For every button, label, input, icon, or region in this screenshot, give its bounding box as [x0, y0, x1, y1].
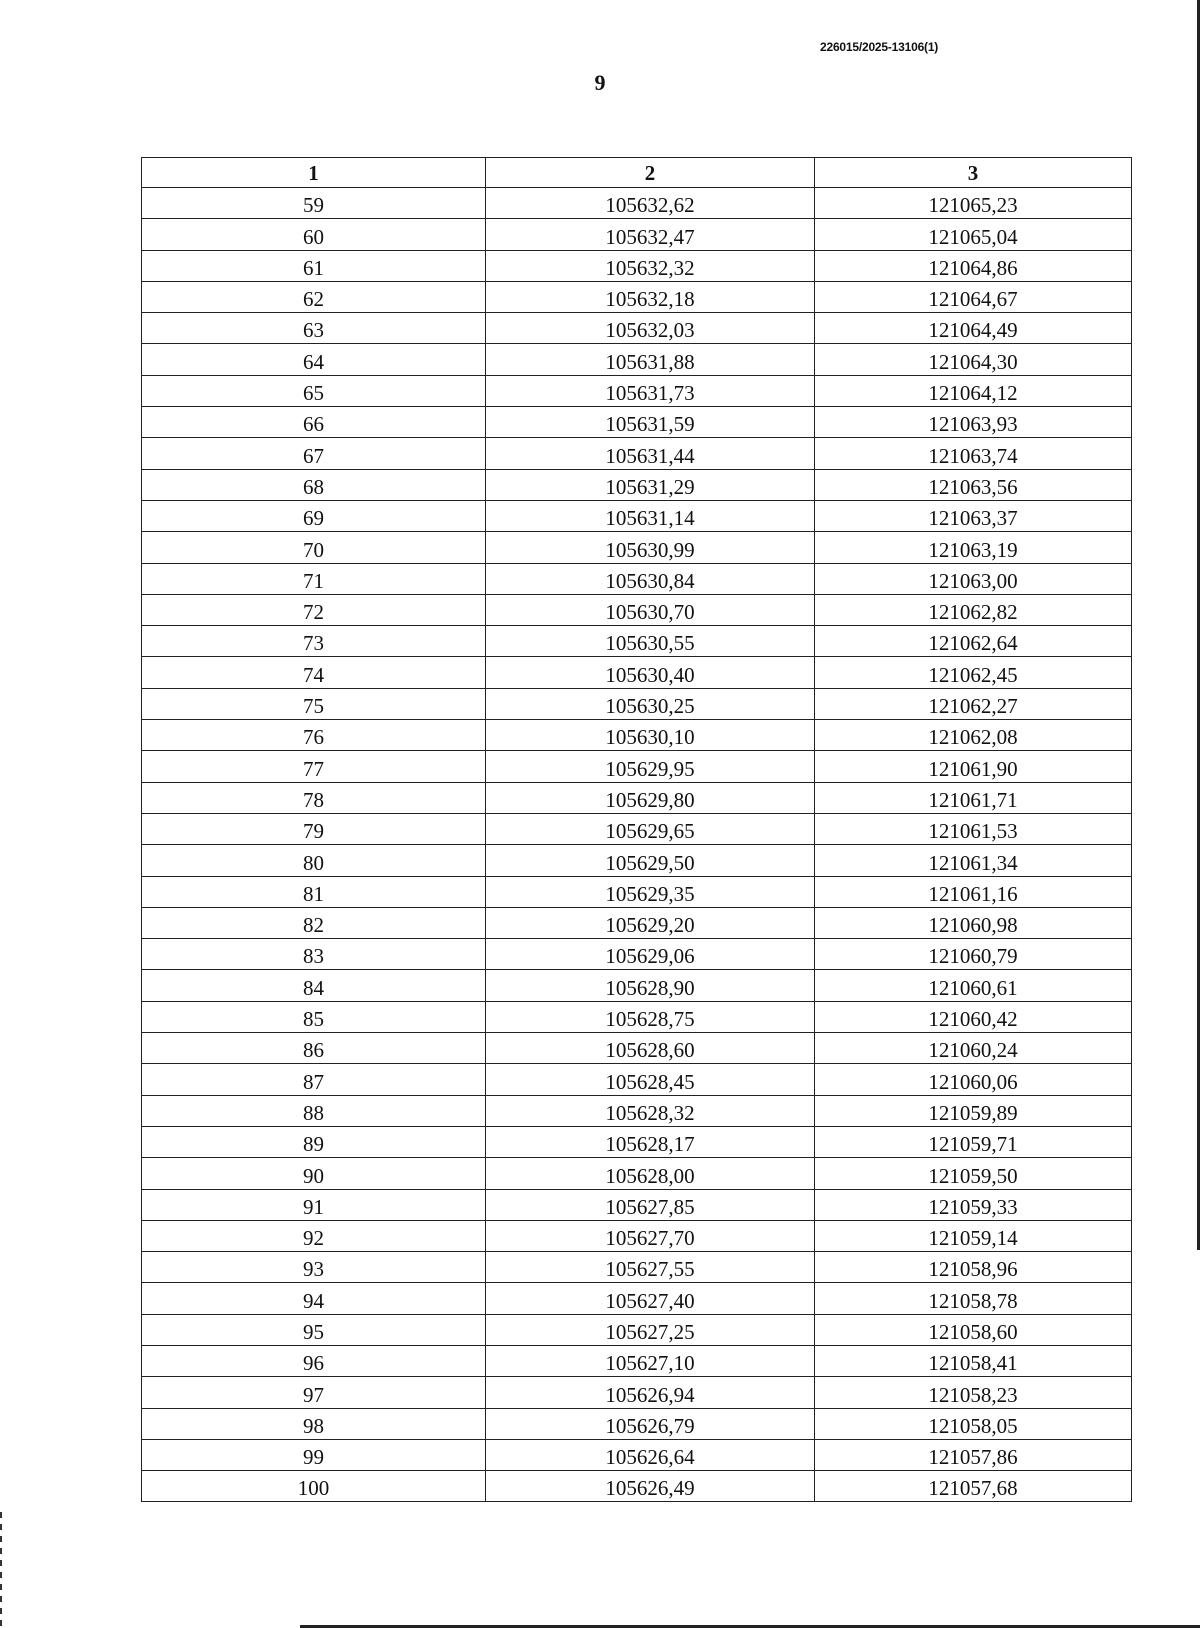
- coordinate-x-cell: 105630,70: [486, 594, 815, 625]
- point-number-cell: 100: [142, 1471, 486, 1502]
- point-number-cell: 95: [142, 1314, 486, 1345]
- table-row: [142, 751, 1132, 782]
- coordinate-y-cell: 121062,45: [815, 657, 1132, 688]
- coordinates-table: [141, 157, 1132, 1502]
- point-number-cell: 94: [142, 1283, 486, 1314]
- coordinate-y-cell: 121060,61: [815, 970, 1132, 1001]
- point-number-cell: 81: [142, 876, 486, 907]
- table-row: [142, 281, 1132, 312]
- coordinate-y-cell: 121061,71: [815, 782, 1132, 813]
- table-row: [142, 188, 1132, 219]
- coordinate-x-cell: 105631,88: [486, 344, 815, 375]
- table-row: [142, 939, 1132, 970]
- point-number-cell: 88: [142, 1095, 486, 1126]
- coordinate-x-cell: 105632,18: [486, 281, 815, 312]
- coordinate-y-cell: 121064,49: [815, 313, 1132, 344]
- point-number-cell: 97: [142, 1377, 486, 1408]
- point-number-cell: 82: [142, 907, 486, 938]
- coordinate-x-cell: 105631,59: [486, 407, 815, 438]
- coordinate-y-cell: 121065,04: [815, 219, 1132, 250]
- coordinate-x-cell: 105631,29: [486, 469, 815, 500]
- point-number-cell: 96: [142, 1345, 486, 1376]
- coordinate-y-cell: 121060,24: [815, 1033, 1132, 1064]
- coordinate-y-cell: 121061,16: [815, 876, 1132, 907]
- table-row: [142, 438, 1132, 469]
- coordinate-x-cell: 105627,85: [486, 1189, 815, 1220]
- coordinate-x-cell: 105631,14: [486, 500, 815, 531]
- table-row: [142, 907, 1132, 938]
- coordinate-y-cell: 121059,33: [815, 1189, 1132, 1220]
- coordinate-x-cell: 105629,80: [486, 782, 815, 813]
- table-row: [142, 563, 1132, 594]
- coordinate-x-cell: 105629,20: [486, 907, 815, 938]
- point-number-cell: 92: [142, 1220, 486, 1251]
- point-number-cell: 75: [142, 688, 486, 719]
- point-number-cell: 84: [142, 970, 486, 1001]
- table-row: [142, 1439, 1132, 1470]
- coordinate-y-cell: 121062,27: [815, 688, 1132, 719]
- coordinate-y-cell: 121059,71: [815, 1126, 1132, 1157]
- table-row: [142, 626, 1132, 657]
- point-number-cell: 63: [142, 313, 486, 344]
- coordinate-y-cell: 121063,19: [815, 532, 1132, 563]
- coordinate-y-cell: 121064,67: [815, 281, 1132, 312]
- coordinate-y-cell: 121062,82: [815, 594, 1132, 625]
- point-number-cell: 70: [142, 532, 486, 563]
- coordinate-y-cell: 121061,90: [815, 751, 1132, 782]
- table-row: [142, 1126, 1132, 1157]
- coordinate-x-cell: 105627,10: [486, 1345, 815, 1376]
- coordinate-y-cell: 121063,56: [815, 469, 1132, 500]
- coordinate-x-cell: 105629,35: [486, 876, 815, 907]
- coordinate-x-cell: 105626,94: [486, 1377, 815, 1408]
- coordinate-y-cell: 121064,12: [815, 375, 1132, 406]
- point-number-cell: 59: [142, 188, 486, 219]
- table-row: [142, 1471, 1132, 1502]
- coordinate-y-cell: 121058,23: [815, 1377, 1132, 1408]
- table-row: [142, 1095, 1132, 1126]
- point-number-cell: 98: [142, 1408, 486, 1439]
- coordinate-y-cell: 121060,06: [815, 1064, 1132, 1095]
- coordinate-x-cell: 105629,65: [486, 813, 815, 844]
- coordinate-x-cell: 105628,75: [486, 1001, 815, 1032]
- coordinate-y-cell: 121057,86: [815, 1439, 1132, 1470]
- point-number-cell: 86: [142, 1033, 486, 1064]
- coordinate-y-cell: 121058,41: [815, 1345, 1132, 1376]
- coordinate-y-cell: 121063,37: [815, 500, 1132, 531]
- point-number-cell: 68: [142, 469, 486, 500]
- coordinate-y-cell: 121057,68: [815, 1471, 1132, 1502]
- coordinate-x-cell: 105627,70: [486, 1220, 815, 1251]
- table-row: [142, 1377, 1132, 1408]
- coordinate-y-cell: 121058,05: [815, 1408, 1132, 1439]
- coordinate-x-cell: 105631,73: [486, 375, 815, 406]
- point-number-cell: 78: [142, 782, 486, 813]
- document-id: 226015/2025-13106(1): [820, 40, 939, 54]
- table-row: [142, 250, 1132, 281]
- coordinate-x-cell: 105632,03: [486, 313, 815, 344]
- point-number-cell: 77: [142, 751, 486, 782]
- coordinate-x-cell: 105632,62: [486, 188, 815, 219]
- point-number-cell: 72: [142, 594, 486, 625]
- point-number-cell: 79: [142, 813, 486, 844]
- table-row: [142, 313, 1132, 344]
- coordinate-x-cell: 105628,45: [486, 1064, 815, 1095]
- table-row: [142, 1283, 1132, 1314]
- column-header: 3: [815, 158, 1132, 188]
- point-number-cell: 66: [142, 407, 486, 438]
- coordinate-y-cell: 121060,98: [815, 907, 1132, 938]
- coordinate-x-cell: 105631,44: [486, 438, 815, 469]
- table-row: [142, 469, 1132, 500]
- table-row: [142, 1220, 1132, 1251]
- point-number-cell: 83: [142, 939, 486, 970]
- coordinate-x-cell: 105626,79: [486, 1408, 815, 1439]
- coordinate-y-cell: 121059,50: [815, 1158, 1132, 1189]
- coordinate-x-cell: 105630,40: [486, 657, 815, 688]
- point-number-cell: 64: [142, 344, 486, 375]
- point-number-cell: 91: [142, 1189, 486, 1220]
- coordinate-x-cell: 105626,49: [486, 1471, 815, 1502]
- coordinate-y-cell: 121062,64: [815, 626, 1132, 657]
- point-number-cell: 71: [142, 563, 486, 594]
- coordinate-x-cell: 105630,84: [486, 563, 815, 594]
- coordinate-y-cell: 121058,60: [815, 1314, 1132, 1345]
- table-row: [142, 532, 1132, 563]
- point-number-cell: 74: [142, 657, 486, 688]
- point-number-cell: 65: [142, 375, 486, 406]
- coordinate-x-cell: 105629,06: [486, 939, 815, 970]
- point-number-cell: 89: [142, 1126, 486, 1157]
- coordinate-x-cell: 105627,55: [486, 1252, 815, 1283]
- point-number-cell: 85: [142, 1001, 486, 1032]
- coordinate-x-cell: 105629,95: [486, 751, 815, 782]
- coordinate-y-cell: 121063,00: [815, 563, 1132, 594]
- coordinate-x-cell: 105629,50: [486, 845, 815, 876]
- point-number-cell: 60: [142, 219, 486, 250]
- coordinate-y-cell: 121064,30: [815, 344, 1132, 375]
- coordinate-y-cell: 121065,23: [815, 188, 1132, 219]
- point-number-cell: 93: [142, 1252, 486, 1283]
- point-number-cell: 87: [142, 1064, 486, 1095]
- table-row: [142, 845, 1132, 876]
- coordinate-x-cell: 105628,00: [486, 1158, 815, 1189]
- table-row: [142, 407, 1132, 438]
- table-row: [142, 688, 1132, 719]
- table-row: [142, 1408, 1132, 1439]
- table-row: [142, 594, 1132, 625]
- coordinate-x-cell: 105627,40: [486, 1283, 815, 1314]
- coordinate-y-cell: 121058,78: [815, 1283, 1132, 1314]
- point-number-cell: 73: [142, 626, 486, 657]
- coordinate-y-cell: 121059,89: [815, 1095, 1132, 1126]
- table-row: [142, 1158, 1132, 1189]
- table-row: [142, 1252, 1132, 1283]
- table-row: [142, 1189, 1132, 1220]
- table-row: [142, 1314, 1132, 1345]
- table-body: [142, 188, 1132, 1502]
- table-row: [142, 782, 1132, 813]
- table-row: [142, 1064, 1132, 1095]
- point-number-cell: 80: [142, 845, 486, 876]
- table-row: [142, 970, 1132, 1001]
- point-number-cell: 99: [142, 1439, 486, 1470]
- table-row: [142, 219, 1132, 250]
- point-number-cell: 61: [142, 250, 486, 281]
- column-header: 1: [142, 158, 486, 188]
- table-row: [142, 375, 1132, 406]
- column-header: 2: [486, 158, 815, 188]
- point-number-cell: 62: [142, 281, 486, 312]
- coordinate-x-cell: 105630,55: [486, 626, 815, 657]
- table-row: [142, 1001, 1132, 1032]
- coordinate-x-cell: 105627,25: [486, 1314, 815, 1345]
- coordinate-y-cell: 121058,96: [815, 1252, 1132, 1283]
- coordinate-x-cell: 105628,60: [486, 1033, 815, 1064]
- coordinate-y-cell: 121060,42: [815, 1001, 1132, 1032]
- point-number-cell: 76: [142, 720, 486, 751]
- point-number-cell: 69: [142, 500, 486, 531]
- coordinate-x-cell: 105628,32: [486, 1095, 815, 1126]
- coordinate-y-cell: 121061,53: [815, 813, 1132, 844]
- coordinate-y-cell: 121060,79: [815, 939, 1132, 970]
- coordinate-y-cell: 121064,86: [815, 250, 1132, 281]
- point-number-cell: 90: [142, 1158, 486, 1189]
- coordinate-x-cell: 105630,25: [486, 688, 815, 719]
- coordinate-x-cell: 105630,99: [486, 532, 815, 563]
- table-row: [142, 344, 1132, 375]
- coordinate-y-cell: 121063,93: [815, 407, 1132, 438]
- table-row: [142, 720, 1132, 751]
- table-row: [142, 1033, 1132, 1064]
- table-header-row: [142, 158, 1132, 188]
- coordinate-y-cell: 121061,34: [815, 845, 1132, 876]
- coordinate-x-cell: 105632,32: [486, 250, 815, 281]
- coordinate-x-cell: 105628,90: [486, 970, 815, 1001]
- scan-edge-left: [0, 1512, 2, 1628]
- table-row: [142, 1345, 1132, 1376]
- point-number-cell: 67: [142, 438, 486, 469]
- coordinate-y-cell: 121062,08: [815, 720, 1132, 751]
- coordinate-x-cell: 105626,64: [486, 1439, 815, 1470]
- table-row: [142, 500, 1132, 531]
- page-number: 9: [594, 70, 606, 95]
- coordinate-x-cell: 105630,10: [486, 720, 815, 751]
- coordinate-y-cell: 121063,74: [815, 438, 1132, 469]
- table-row: [142, 657, 1132, 688]
- coordinate-y-cell: 121059,14: [815, 1220, 1132, 1251]
- table-row: [142, 876, 1132, 907]
- coordinate-x-cell: 105632,47: [486, 219, 815, 250]
- coordinate-x-cell: 105628,17: [486, 1126, 815, 1157]
- table-row: [142, 813, 1132, 844]
